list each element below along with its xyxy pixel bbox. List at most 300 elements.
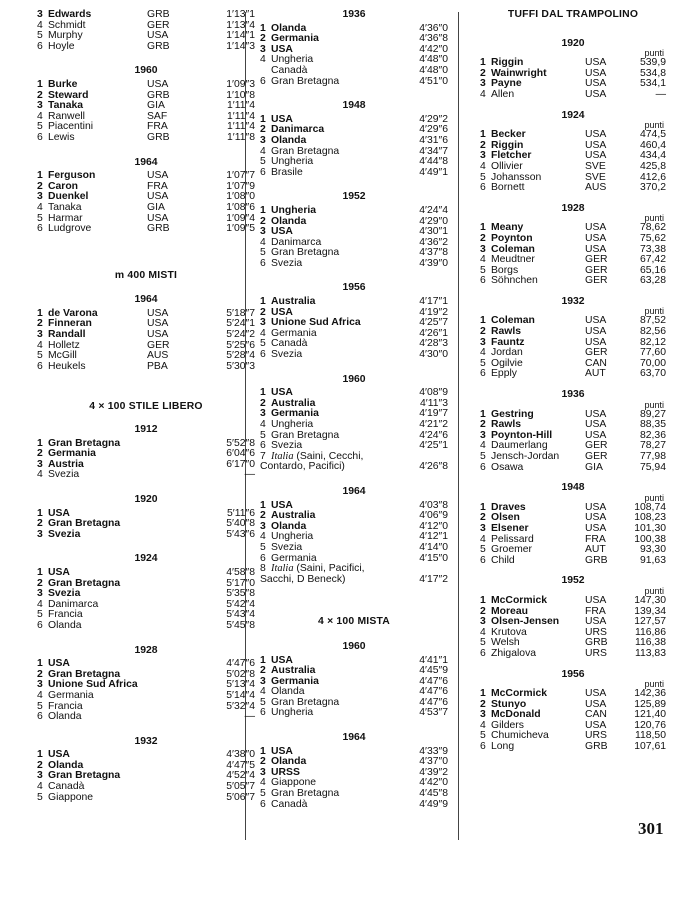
result-value: 1′13″4 bbox=[226, 19, 255, 31]
team-name: Ungheria bbox=[271, 204, 317, 216]
placement: 3 bbox=[37, 770, 43, 782]
section-title: TUFFI DAL TRAMPOLINO bbox=[507, 9, 639, 20]
nation-code: GER bbox=[585, 347, 608, 359]
result-value: 87,52 bbox=[639, 315, 666, 327]
result-value: 4′44″8 bbox=[419, 156, 448, 168]
nation-code: USA bbox=[585, 408, 607, 420]
result-value: 4′36″8 bbox=[419, 33, 448, 45]
result-value: 5′17″0 bbox=[226, 577, 255, 589]
placement: 3 bbox=[480, 616, 486, 628]
nation-code: GRB bbox=[147, 9, 170, 20]
year-heading: 1960 bbox=[342, 640, 366, 652]
points-unit: punti bbox=[644, 306, 664, 317]
placement: 6 bbox=[37, 223, 43, 235]
athlete-name: Coleman bbox=[491, 243, 535, 255]
result-value: 1′11″4 bbox=[227, 121, 255, 133]
result-row bbox=[37, 133, 255, 144]
team-name: Ungheria bbox=[271, 707, 314, 719]
nation-code: PBA bbox=[147, 360, 168, 372]
results-block bbox=[37, 750, 255, 803]
athlete-name: Allen bbox=[491, 88, 515, 100]
placement: 1 bbox=[260, 113, 266, 125]
team-name: Australia bbox=[271, 510, 316, 522]
nation-code: USA bbox=[147, 170, 169, 182]
placement: 6 bbox=[480, 368, 486, 380]
placement: 5 bbox=[37, 791, 43, 803]
result-value: 5′18″7 bbox=[226, 307, 255, 319]
placement: 3 bbox=[37, 679, 43, 691]
placement: 1 bbox=[37, 658, 43, 670]
athlete-name: de Varona bbox=[48, 307, 98, 319]
column-2 bbox=[260, 10, 448, 810]
placement: 4 bbox=[480, 254, 486, 266]
placement: 1 bbox=[260, 499, 266, 511]
result-row bbox=[480, 524, 666, 535]
placement: 4 bbox=[480, 160, 486, 172]
placement: 5 bbox=[480, 264, 486, 276]
athlete-name: Harmar bbox=[48, 212, 83, 224]
team-name: Ungheria bbox=[271, 419, 314, 430]
result-row bbox=[37, 568, 255, 579]
results-block bbox=[260, 501, 448, 565]
result-value: 4′47″6 bbox=[419, 686, 448, 698]
results-block bbox=[480, 596, 666, 660]
result-row bbox=[37, 470, 255, 481]
team-name: Ungheria bbox=[271, 54, 314, 66]
team-name: Olanda bbox=[271, 520, 307, 532]
result-value: — bbox=[655, 88, 666, 100]
italy-name: Italia bbox=[271, 563, 294, 575]
year-heading: 1964 bbox=[134, 156, 158, 168]
athlete-name: Caron bbox=[48, 180, 79, 192]
athlete-name: Epply bbox=[491, 368, 517, 380]
placement: 6 bbox=[260, 440, 266, 452]
result-value: 116,38 bbox=[634, 637, 666, 649]
result-value: 4′29″6 bbox=[419, 124, 448, 136]
year-heading: 1924 bbox=[561, 109, 585, 121]
nation-code: GER bbox=[585, 275, 608, 287]
placement: 2 bbox=[37, 518, 43, 530]
result-value: 4′06″9 bbox=[419, 510, 448, 522]
result-row bbox=[480, 234, 666, 245]
results-block bbox=[260, 747, 448, 811]
team-name: USA bbox=[271, 306, 293, 318]
nation-code: AUT bbox=[585, 368, 606, 380]
placement: 6 bbox=[260, 552, 266, 564]
points-unit: punti bbox=[644, 679, 664, 690]
placement: 3 bbox=[37, 191, 43, 203]
nation-code: USA bbox=[585, 67, 607, 79]
italy-name: Italia bbox=[271, 450, 294, 462]
team-name: Gran Bretagna bbox=[271, 696, 340, 708]
athlete-name: Daumerlang bbox=[491, 440, 548, 452]
team-name: Svezia bbox=[48, 469, 80, 481]
placement: 4 bbox=[480, 626, 486, 638]
placement: 1 bbox=[260, 204, 266, 216]
result-value: 4′08″9 bbox=[419, 387, 448, 399]
nation-code: USA bbox=[585, 719, 607, 731]
result-value: 4′51″0 bbox=[419, 75, 448, 87]
placement: 4 bbox=[37, 469, 43, 481]
placement: 3 bbox=[37, 329, 43, 341]
athlete-name: McCormick bbox=[491, 688, 548, 700]
nation-code: USA bbox=[147, 191, 169, 203]
placement: 1 bbox=[37, 437, 43, 449]
result-value: 5′06″7 bbox=[226, 791, 255, 803]
nation-code: GER bbox=[585, 264, 608, 276]
result-value: 77,98 bbox=[639, 451, 666, 462]
team-name: USA bbox=[48, 566, 70, 578]
nation-code: USA bbox=[585, 336, 607, 348]
results-block bbox=[37, 568, 255, 632]
athlete-name: Johansson bbox=[491, 171, 542, 183]
placement: 5 bbox=[480, 730, 486, 742]
result-value: 82,36 bbox=[639, 429, 666, 441]
nation-code: GER bbox=[585, 254, 608, 266]
team-name: USA bbox=[271, 387, 293, 399]
team-name: Danimarca bbox=[48, 598, 99, 610]
result-value: 4′11″3 bbox=[420, 397, 448, 409]
nation-code: SAF bbox=[147, 110, 168, 122]
result-value: 113,83 bbox=[634, 647, 666, 659]
placement: 4 bbox=[480, 88, 486, 100]
team-name: Gran Bretagna bbox=[48, 770, 121, 782]
result-row bbox=[37, 691, 255, 702]
result-value: 5′24″1 bbox=[226, 318, 255, 330]
result-row bbox=[260, 259, 448, 270]
team-name: Canadà bbox=[48, 781, 85, 793]
placement: 3 bbox=[37, 9, 43, 20]
result-value: 4′29″0 bbox=[419, 215, 448, 227]
result-value: 5′35″8 bbox=[226, 588, 255, 600]
team-name: USA bbox=[271, 745, 293, 757]
athlete-name: Hoyle bbox=[48, 40, 75, 52]
result-value: 5′52″8 bbox=[226, 437, 255, 449]
athlete-name: Groemer bbox=[491, 544, 532, 556]
result-value: 4′48″0 bbox=[419, 54, 448, 66]
athlete-name: Wainwright bbox=[491, 67, 547, 79]
placement: 2 bbox=[260, 397, 266, 409]
result-value: 125,89 bbox=[634, 698, 666, 710]
result-value: 63,28 bbox=[639, 275, 666, 287]
year-heading: 1924 bbox=[134, 553, 158, 565]
results-block bbox=[480, 410, 666, 474]
result-value: 108,74 bbox=[634, 501, 666, 513]
placement: 1 bbox=[37, 78, 43, 90]
result-row bbox=[260, 206, 448, 217]
nation-code: USA bbox=[147, 318, 169, 330]
placement: 5 bbox=[260, 429, 266, 441]
placement: 2 bbox=[37, 668, 43, 680]
nation-code: USA bbox=[585, 129, 607, 141]
result-value: 1′07″9 bbox=[226, 180, 255, 192]
result-row bbox=[480, 649, 666, 660]
page-number: 301 bbox=[638, 819, 664, 838]
placement: 3 bbox=[260, 134, 266, 146]
result-row bbox=[37, 530, 255, 541]
result-value: 1′11″4 bbox=[227, 110, 255, 122]
athlete-name: McDonald bbox=[491, 709, 541, 721]
result-value: 4′31″6 bbox=[419, 134, 448, 146]
result-value: 5′43″4 bbox=[226, 609, 255, 621]
result-value: 5′45″8 bbox=[226, 619, 255, 631]
result-row bbox=[37, 42, 255, 53]
team-name: Gran Bretagna bbox=[48, 668, 121, 680]
result-row bbox=[37, 621, 255, 632]
result-value: 4′39″0 bbox=[419, 257, 448, 269]
result-value: 5′02″8 bbox=[226, 668, 255, 680]
placement: 4 bbox=[480, 347, 486, 359]
placement: 6 bbox=[480, 182, 486, 194]
results-block bbox=[260, 388, 448, 452]
placement: 2 bbox=[260, 756, 266, 768]
result-value: 6′17″0 bbox=[226, 458, 255, 470]
team-name: Australia bbox=[271, 397, 316, 409]
team-name: Gran Bretagna bbox=[271, 247, 340, 259]
nation-code: CAN bbox=[585, 357, 607, 369]
italy-relay-row: 7 Italia (Saini, Cecchi, bbox=[260, 450, 364, 462]
nation-code: USA bbox=[585, 315, 607, 327]
result-value: 1′08″0 bbox=[226, 191, 255, 203]
athlete-name: Rawls bbox=[491, 419, 522, 431]
result-value: 4′24″6 bbox=[419, 429, 448, 441]
team-name: Unione Sud Africa bbox=[271, 317, 361, 329]
result-value: 4′37″8 bbox=[419, 247, 448, 259]
athlete-name: Jordan bbox=[491, 347, 523, 359]
result-value: 4′25″1 bbox=[419, 440, 448, 452]
result-value: 4′15″0 bbox=[419, 552, 448, 564]
result-value: 4′49″1 bbox=[419, 166, 448, 178]
placement: 6 bbox=[37, 360, 43, 372]
athlete-name: Ferguson bbox=[48, 170, 96, 182]
team-name: Francia bbox=[48, 609, 83, 621]
results-block bbox=[260, 297, 448, 361]
nation-code: GIA bbox=[147, 201, 165, 213]
placement: 3 bbox=[37, 458, 43, 470]
result-value: 4′26″1 bbox=[419, 327, 448, 339]
result-value: 4′53″7 bbox=[419, 707, 448, 719]
result-row bbox=[480, 369, 666, 380]
placement: 1 bbox=[480, 315, 486, 327]
placement: 4 bbox=[260, 686, 266, 698]
year-heading: 1928 bbox=[134, 644, 158, 656]
nation-code: GRB bbox=[147, 223, 170, 235]
result-row bbox=[260, 77, 448, 88]
result-value: 5′28″4 bbox=[226, 350, 255, 362]
placement: 5 bbox=[480, 451, 486, 462]
year-heading: 1964 bbox=[342, 485, 366, 497]
result-row bbox=[37, 793, 255, 804]
nation-code: GIA bbox=[147, 100, 165, 112]
results-block bbox=[37, 659, 255, 723]
nation-code: USA bbox=[585, 429, 607, 441]
column-3 bbox=[480, 10, 666, 753]
year-heading: 1932 bbox=[134, 735, 158, 747]
nation-code: USA bbox=[585, 222, 607, 234]
team-name: Olanda bbox=[48, 759, 84, 771]
result-value: 4′12″0 bbox=[419, 520, 448, 532]
result-value: 100,38 bbox=[634, 533, 666, 545]
placement: 6 bbox=[260, 349, 266, 361]
team-name: USA bbox=[48, 658, 70, 670]
team-name: Danimarca bbox=[271, 236, 322, 248]
result-value: 67,42 bbox=[639, 254, 666, 266]
result-row bbox=[480, 183, 666, 194]
result-row bbox=[260, 800, 448, 811]
results-block bbox=[260, 24, 448, 88]
result-value: 5′05″7 bbox=[226, 781, 255, 793]
column-divider bbox=[458, 12, 459, 840]
result-value: 5′24″2 bbox=[226, 329, 255, 341]
athlete-name: Becker bbox=[491, 129, 526, 141]
result-row bbox=[37, 712, 255, 723]
result-row bbox=[260, 350, 448, 361]
team-name: Svezia bbox=[271, 349, 303, 361]
team-name: Olanda bbox=[271, 686, 305, 698]
nation-code: USA bbox=[585, 139, 607, 151]
placement: 1 bbox=[260, 22, 266, 34]
athlete-name: Chumicheva bbox=[491, 730, 549, 742]
team-name: Germania bbox=[48, 448, 96, 460]
nation-code: USA bbox=[147, 78, 169, 90]
results-block bbox=[480, 223, 666, 287]
result-value: 4′19″2 bbox=[419, 306, 448, 318]
result-value: 1′09″5 bbox=[226, 223, 255, 235]
placement: 4 bbox=[37, 781, 43, 793]
placement: 6 bbox=[480, 647, 486, 659]
nation-code: GRB bbox=[147, 40, 170, 52]
nation-code: GRB bbox=[585, 741, 608, 753]
athlete-name: Burke bbox=[48, 78, 78, 90]
result-value: 5′14″4 bbox=[226, 689, 255, 701]
result-value: 77,60 bbox=[639, 347, 666, 359]
placement: 3 bbox=[260, 226, 266, 238]
placement: 6 bbox=[480, 554, 486, 566]
column-1 bbox=[37, 10, 255, 803]
section-title: m 400 MISTI bbox=[114, 269, 178, 281]
result-value: 4′45″8 bbox=[419, 788, 448, 800]
placement: 5 bbox=[260, 696, 266, 708]
result-value: — bbox=[244, 469, 255, 481]
result-value: 434,4 bbox=[639, 150, 666, 162]
result-value: 4′12″1 bbox=[419, 531, 448, 543]
team-name: Svezia bbox=[271, 541, 303, 553]
athlete-name: Zhigalova bbox=[491, 647, 537, 659]
result-value: 91,63 bbox=[639, 554, 666, 566]
result-row bbox=[260, 543, 448, 554]
placement: 5 bbox=[37, 700, 43, 712]
result-value: 78,27 bbox=[639, 440, 666, 452]
team-name: Svezia bbox=[271, 257, 303, 269]
athlete-name: Meany bbox=[491, 222, 524, 234]
placement: 6 bbox=[260, 75, 266, 87]
athlete-name: Fletcher bbox=[491, 150, 532, 162]
relay-members: (Saini, Cecchi, bbox=[296, 450, 364, 462]
team-name: Unione Sud Africa bbox=[48, 679, 138, 691]
athlete-name: Schmidt bbox=[48, 19, 86, 31]
placement: 2 bbox=[480, 67, 486, 79]
nation-code: SVE bbox=[585, 160, 606, 172]
nation-code: USA bbox=[585, 594, 607, 606]
team-name: Ungheria bbox=[271, 531, 314, 543]
nation-code: USA bbox=[147, 307, 169, 319]
nation-code: GER bbox=[147, 339, 170, 351]
result-value: 89,27 bbox=[639, 408, 666, 420]
year-heading: 1948 bbox=[561, 482, 585, 494]
nation-code: GRB bbox=[147, 131, 170, 143]
result-value: 534,1 bbox=[639, 78, 666, 90]
results-block bbox=[260, 115, 448, 179]
placement: 3 bbox=[480, 150, 486, 162]
year-heading: 1912 bbox=[134, 424, 158, 436]
section-title: 4 × 100 STILE LIBERO bbox=[89, 401, 203, 413]
placement: 6 bbox=[480, 461, 486, 473]
placement: 4 bbox=[37, 19, 43, 31]
placement: 2 bbox=[480, 698, 486, 710]
section-title: 4 × 100 MISTA bbox=[318, 616, 390, 628]
team-name: Svezia bbox=[271, 440, 303, 452]
nation-code: URS bbox=[585, 730, 607, 742]
placement: 1 bbox=[260, 654, 266, 666]
placement: 2 bbox=[260, 215, 266, 227]
result-value: 4′33″9 bbox=[419, 745, 448, 757]
athlete-name: Ranwell bbox=[48, 110, 85, 122]
result-row bbox=[480, 596, 666, 607]
results-block bbox=[37, 439, 255, 481]
result-value: 4′25″7 bbox=[419, 317, 448, 329]
result-value: 1′10″8 bbox=[226, 89, 255, 101]
nation-code: USA bbox=[585, 88, 607, 100]
results-block bbox=[37, 10, 255, 52]
result-value: 4′24″4 bbox=[419, 204, 448, 216]
athlete-name: Ollivier bbox=[491, 160, 523, 172]
athlete-name: Gestring bbox=[491, 408, 534, 420]
placement: 4 bbox=[260, 145, 266, 157]
result-value: 1′09″3 bbox=[226, 78, 255, 90]
results-block bbox=[480, 58, 666, 100]
placement: 3 bbox=[260, 766, 266, 778]
placement: 5 bbox=[260, 788, 266, 800]
points-unit: punti bbox=[644, 120, 664, 131]
result-value: 412,6 bbox=[639, 171, 666, 183]
result-value: 63,70 bbox=[639, 368, 666, 380]
result-value: 1′13″1 bbox=[226, 9, 255, 20]
athlete-name: Fauntz bbox=[491, 336, 525, 348]
result-value: 142,36 bbox=[634, 688, 666, 700]
result-value: 139,34 bbox=[634, 605, 666, 617]
placement: 2 bbox=[480, 419, 486, 431]
team-name: Canadà bbox=[271, 798, 308, 810]
athlete-name: Riggin bbox=[491, 139, 524, 151]
result-value: 474,5 bbox=[639, 129, 666, 141]
result-value: 4′42″0 bbox=[419, 777, 448, 789]
result-value: 4′34″7 bbox=[419, 145, 448, 157]
athlete-name: Meudtner bbox=[491, 254, 535, 266]
result-value: 88,35 bbox=[639, 419, 666, 431]
placement: 5 bbox=[37, 609, 43, 621]
placement: 1 bbox=[37, 566, 43, 578]
team-name: Francia bbox=[48, 700, 83, 712]
placement: 6 bbox=[37, 40, 43, 52]
nation-code: GIA bbox=[585, 461, 603, 473]
placement: 5 bbox=[37, 212, 43, 224]
athlete-name: Edwards bbox=[48, 9, 92, 20]
result-value: 108,23 bbox=[634, 512, 666, 524]
points-unit: punti bbox=[644, 399, 664, 410]
points-unit: punti bbox=[644, 492, 664, 503]
year-heading: 1964 bbox=[342, 732, 366, 744]
athlete-name: Coleman bbox=[491, 315, 535, 327]
